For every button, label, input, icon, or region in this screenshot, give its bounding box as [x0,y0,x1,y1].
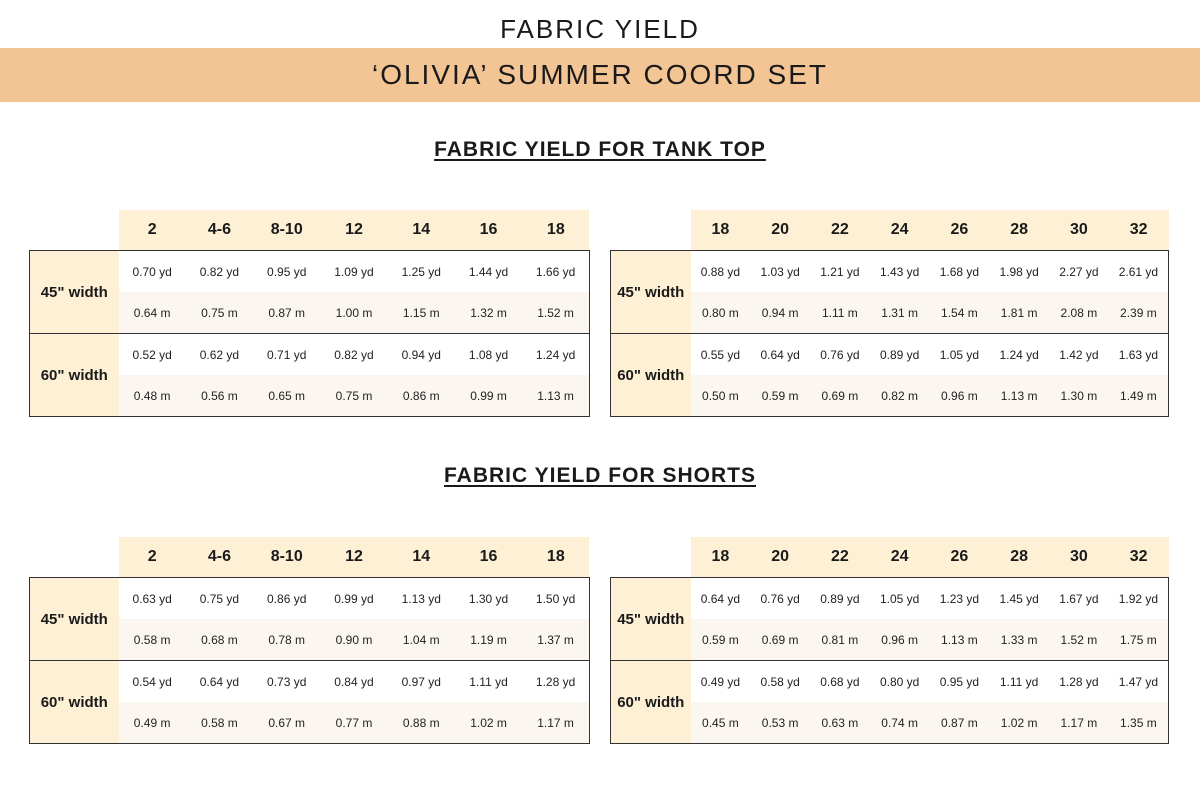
header-corner [611,537,691,578]
size-header: 16 [455,210,522,251]
yards-row [30,578,590,620]
yield-meters-cell: 0.58 m [119,619,186,661]
meters-row [611,375,1169,417]
yield-yards-cell: 0.80 yd [870,661,930,703]
yield-yards-cell: 1.03 yd [750,251,810,293]
yield-yards-cell: 1.47 yd [1109,661,1169,703]
yield-yards-cell: 1.24 yd [522,334,589,376]
yield-meters-cell: 0.68 m [186,619,253,661]
yield-yards-cell: 0.62 yd [186,334,253,376]
yield-meters-cell: 1.04 m [388,619,455,661]
yield-yards-cell: 1.28 yd [1049,661,1109,703]
header-corner [30,210,119,251]
yield-meters-cell: 1.54 m [930,292,990,334]
yield-yards-cell: 0.71 yd [253,334,320,376]
section-title-shorts [0,463,1200,489]
yield-meters-cell: 0.45 m [691,702,751,744]
yield-meters-cell: 0.56 m [186,375,253,417]
size-header: 18 [691,537,751,578]
shorts-table-large [610,537,1169,744]
yield-yards-cell: 0.89 yd [810,578,870,620]
size-header: 18 [522,210,589,251]
yield-meters-cell: 1.02 m [989,702,1049,744]
yield-meters-cell: 1.75 m [1109,619,1169,661]
fabric-width-label: 60" width [30,334,119,417]
fabric-width-label: 60" width [611,661,691,744]
yield-meters-cell: 0.58 m [186,702,253,744]
yield-yards-cell: 0.99 yd [320,578,387,620]
yards-row [611,334,1169,376]
yield-meters-cell: 0.96 m [930,375,990,417]
size-header: 30 [1049,537,1109,578]
size-header-row [611,210,1169,251]
yield-meters-cell: 0.82 m [870,375,930,417]
shorts-table-small [29,537,590,744]
yield-yards-cell: 1.11 yd [989,661,1049,703]
yield-yards-cell: 0.49 yd [691,661,751,703]
size-header: 12 [320,537,387,578]
size-header: 4-6 [186,537,253,578]
yield-meters-cell: 1.19 m [455,619,522,661]
yield-yards-cell: 0.55 yd [691,334,751,376]
yield-meters-cell: 0.87 m [930,702,990,744]
yards-row [30,251,590,293]
yield-meters-cell: 1.49 m [1109,375,1169,417]
yield-meters-cell: 1.11 m [810,292,870,334]
yield-meters-cell: 0.90 m [320,619,387,661]
yield-meters-cell: 1.35 m [1109,702,1169,744]
yield-meters-cell: 0.67 m [253,702,320,744]
yield-meters-cell: 0.65 m [253,375,320,417]
yield-meters-cell: 0.63 m [810,702,870,744]
size-header: 2 [119,537,186,578]
yield-yards-cell: 1.05 yd [870,578,930,620]
tank-top-table-small [29,210,590,417]
yield-meters-cell: 0.88 m [388,702,455,744]
yield-meters-cell: 1.30 m [1049,375,1109,417]
yield-meters-cell: 1.31 m [870,292,930,334]
fabric-width-label: 60" width [30,661,119,744]
yield-yards-cell: 0.64 yd [691,578,751,620]
size-header: 32 [1109,210,1169,251]
size-header: 30 [1049,210,1109,251]
yield-meters-cell: 0.69 m [750,619,810,661]
size-header: 24 [870,210,930,251]
yards-row [611,578,1169,620]
fabric-width-label: 45" width [30,251,119,334]
yards-row [30,334,590,376]
yield-meters-cell: 0.96 m [870,619,930,661]
yield-meters-cell: 1.00 m [320,292,387,334]
yield-yards-cell: 0.52 yd [119,334,186,376]
yield-meters-cell: 0.69 m [810,375,870,417]
yield-yards-cell: 0.97 yd [388,661,455,703]
yards-row [611,251,1169,293]
fabric-width-label: 60" width [611,334,691,417]
page-title: FABRIC YIELD [500,14,700,44]
yield-yards-cell: 0.76 yd [750,578,810,620]
header-corner [611,210,691,251]
size-header: 18 [691,210,751,251]
fabric-width-label: 45" width [611,578,691,661]
yield-meters-cell: 2.39 m [1109,292,1169,334]
yards-row [611,661,1169,703]
size-header: 14 [388,537,455,578]
yield-yards-cell: 0.94 yd [388,334,455,376]
yield-meters-cell: 1.13 m [989,375,1049,417]
yield-yards-cell: 0.68 yd [810,661,870,703]
yield-meters-cell: 0.64 m [119,292,186,334]
section-title-tank-top [0,137,1200,163]
yield-meters-cell: 0.75 m [320,375,387,417]
size-header: 28 [989,537,1049,578]
yield-yards-cell: 1.21 yd [810,251,870,293]
yield-yards-cell: 0.84 yd [320,661,387,703]
yield-yards-cell: 1.28 yd [522,661,589,703]
yield-yards-cell: 1.42 yd [1049,334,1109,376]
size-header: 2 [119,210,186,251]
size-header: 24 [870,537,930,578]
yield-yards-cell: 1.50 yd [522,578,589,620]
yield-yards-cell: 1.25 yd [388,251,455,293]
yield-yards-cell: 1.08 yd [455,334,522,376]
yield-yards-cell: 0.64 yd [750,334,810,376]
yield-meters-cell: 0.86 m [388,375,455,417]
yield-meters-cell: 0.48 m [119,375,186,417]
yield-yards-cell: 1.11 yd [455,661,522,703]
yield-meters-cell: 0.74 m [870,702,930,744]
size-header-row [30,537,590,578]
yield-yards-cell: 0.70 yd [119,251,186,293]
yield-yards-cell: 1.13 yd [388,578,455,620]
yield-yards-cell: 0.58 yd [750,661,810,703]
meters-row [611,702,1169,744]
yield-yards-cell: 0.64 yd [186,661,253,703]
yield-yards-cell: 1.67 yd [1049,578,1109,620]
banner-subtitle: ‘OLIVIA’ SUMMER COORD SET [371,59,829,90]
yield-yards-cell: 0.88 yd [691,251,751,293]
fabric-width-label: 45" width [611,251,691,334]
yield-meters-cell: 1.17 m [1049,702,1109,744]
size-header: 22 [810,210,870,251]
section-title-tank-top-text: FABRIC YIELD FOR TANK TOP [434,138,766,161]
yield-meters-cell: 1.81 m [989,292,1049,334]
size-header: 20 [750,537,810,578]
yield-yards-cell: 0.82 yd [320,334,387,376]
size-header: 20 [750,210,810,251]
yield-yards-cell: 1.68 yd [930,251,990,293]
yield-yards-cell: 1.09 yd [320,251,387,293]
size-header: 8-10 [253,537,320,578]
size-header-row [30,210,590,251]
yield-yards-cell: 0.86 yd [253,578,320,620]
yield-yards-cell: 0.82 yd [186,251,253,293]
size-header: 12 [320,210,387,251]
yield-yards-cell: 1.05 yd [930,334,990,376]
size-header: 16 [455,537,522,578]
size-header: 28 [989,210,1049,251]
yield-yards-cell: 0.89 yd [870,334,930,376]
size-header: 26 [930,210,990,251]
yield-yards-cell: 1.45 yd [989,578,1049,620]
title-banner [0,48,1200,102]
size-header: 8-10 [253,210,320,251]
section-title-shorts-text: FABRIC YIELD FOR SHORTS [444,464,756,487]
yield-meters-cell: 0.77 m [320,702,387,744]
yield-meters-cell: 1.37 m [522,619,589,661]
yield-meters-cell: 1.02 m [455,702,522,744]
yield-yards-cell: 0.95 yd [253,251,320,293]
size-header: 26 [930,537,990,578]
yield-meters-cell: 0.99 m [455,375,522,417]
yield-meters-cell: 0.75 m [186,292,253,334]
yield-meters-cell: 1.32 m [455,292,522,334]
meters-row [611,292,1169,334]
yield-yards-cell: 1.63 yd [1109,334,1169,376]
size-header: 4-6 [186,210,253,251]
yield-yards-cell: 0.95 yd [930,661,990,703]
size-header-row [611,537,1169,578]
yield-yards-cell: 0.54 yd [119,661,186,703]
yield-yards-cell: 1.43 yd [870,251,930,293]
yield-meters-cell: 0.81 m [810,619,870,661]
yield-meters-cell: 1.52 m [522,292,589,334]
yield-yards-cell: 0.73 yd [253,661,320,703]
yield-meters-cell: 0.87 m [253,292,320,334]
tank-top-table-large [610,210,1169,417]
yield-yards-cell: 1.98 yd [989,251,1049,293]
yield-meters-cell: 0.50 m [691,375,751,417]
yield-meters-cell: 0.78 m [253,619,320,661]
yield-yards-cell: 0.63 yd [119,578,186,620]
size-header: 32 [1109,537,1169,578]
yield-yards-cell: 0.76 yd [810,334,870,376]
yield-yards-cell: 1.66 yd [522,251,589,293]
yield-meters-cell: 1.13 m [522,375,589,417]
yield-yards-cell: 1.92 yd [1109,578,1169,620]
yards-row [30,661,590,703]
yield-yards-cell: 1.23 yd [930,578,990,620]
yield-meters-cell: 0.49 m [119,702,186,744]
yield-meters-cell: 0.59 m [750,375,810,417]
yield-yards-cell: 2.61 yd [1109,251,1169,293]
header-corner [30,537,119,578]
yield-meters-cell: 0.94 m [750,292,810,334]
yield-yards-cell: 1.44 yd [455,251,522,293]
yield-meters-cell: 0.59 m [691,619,751,661]
yield-meters-cell: 1.15 m [388,292,455,334]
yield-meters-cell: 1.13 m [930,619,990,661]
yield-meters-cell: 0.53 m [750,702,810,744]
size-header: 14 [388,210,455,251]
yield-meters-cell: 0.80 m [691,292,751,334]
meters-row [611,619,1169,661]
yield-meters-cell: 1.17 m [522,702,589,744]
yield-meters-cell: 2.08 m [1049,292,1109,334]
yield-yards-cell: 1.24 yd [989,334,1049,376]
size-header: 18 [522,537,589,578]
yield-yards-cell: 1.30 yd [455,578,522,620]
size-header: 22 [810,537,870,578]
fabric-width-label: 45" width [30,578,119,661]
yield-yards-cell: 2.27 yd [1049,251,1109,293]
yield-meters-cell: 1.52 m [1049,619,1109,661]
yield-meters-cell: 1.33 m [989,619,1049,661]
yield-yards-cell: 0.75 yd [186,578,253,620]
